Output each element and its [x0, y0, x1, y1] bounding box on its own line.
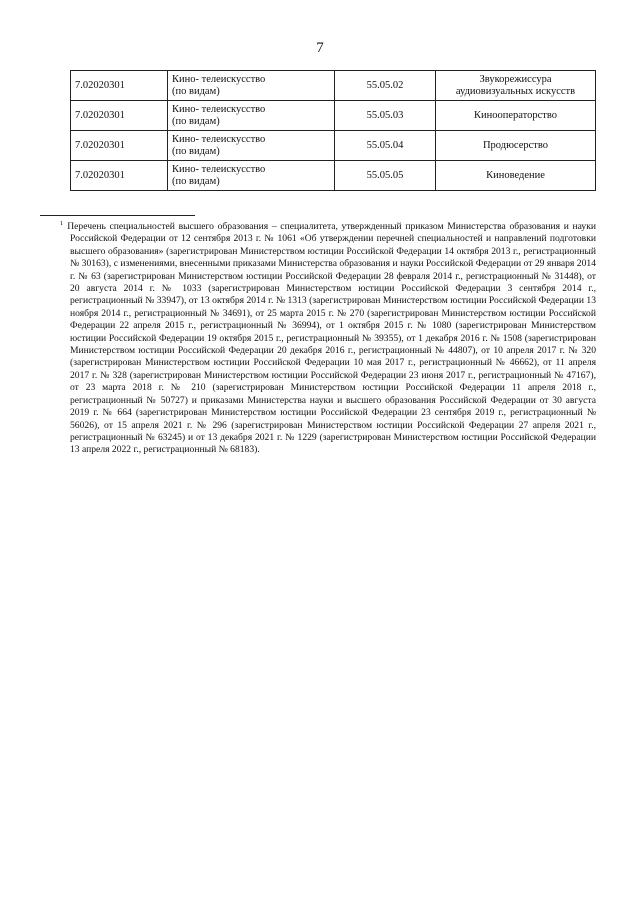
- qualification-code-cell: 7.02020301: [71, 161, 168, 191]
- specialty-name-cell: Киноведение: [436, 161, 596, 191]
- specialty-name-cell: Кинооператорство: [436, 101, 596, 131]
- specialty-code-cell: 55.05.05: [335, 161, 436, 191]
- table-row: [71, 101, 596, 131]
- footnote: [60, 219, 596, 457]
- qualification-name-cell: [168, 101, 335, 131]
- table-row: [71, 71, 596, 101]
- footnote-mark: 1: [60, 219, 64, 227]
- page-number: 7: [316, 40, 324, 56]
- name-line: Кино- телеискусство: [172, 133, 266, 145]
- name-line: (по видам): [172, 175, 220, 187]
- specialty-code-cell: 55.05.02: [335, 71, 436, 101]
- specialty-code-cell: 55.05.04: [335, 131, 436, 161]
- specialty-line: аудиовизуальных искусств: [455, 85, 576, 97]
- name-line: (по видам): [172, 145, 220, 157]
- qualification-code-cell: 7.02020301: [71, 101, 168, 131]
- qualification-code-cell: 7.02020301: [71, 71, 168, 101]
- table-row: [71, 131, 596, 161]
- qualification-code-cell: 7.02020301: [71, 131, 168, 161]
- name-line: Кино- телеискусство: [172, 163, 266, 175]
- name-line: (по видам): [172, 85, 220, 97]
- qualification-name-cell: [168, 71, 335, 101]
- qualification-name-cell: [168, 131, 335, 161]
- specialties-table: [70, 70, 596, 191]
- footnote-text: Перечень специальностей высшего образования – специалитета, утвержденный приказом Министерства образования и науки Российской Федерации от 12 сентября 2013 г. № 1061 «Об утверждении перечней специальностей и направлений подготовки высшего образования» (зарегистрирован Министерством юстиции Российской Федерации 14 октября 2013 г., регистрационный № 30163), с изменениями, внесенными приказами Министерства образования и науки Российской Федерации от 29 января 2014 г. № 63 (зарегистрирован Министерством юстиции Российской Федерации 28 февраля 2014 г., регистрационный № 31448), от 20 августа 2014 г. № 1033 (зарегистрирован Министерством юстиции Российской Федерации 3 сентября 2014 г., регистрационный № 33947), от 13 октября 2014 г. № 1313 (зарегистрирован Министерством юстиции Российской Федерации 13 ноября 2014 г., регистрационный № 34691), от 25 марта 2015 г. № 270 (зарегистрирован Министерством юстиции Российской Федерации 22 апреля 2015 г., регистрационный № 36994), от 1 октября 2015 г. № 1080 (зарегистрирован Министерством юстиции Российской Федерации 19 октября 2015 г., регистрационный № 39355), от 1 декабря 2016 г. № 1508 (зарегистрирован Министерством юстиции Российской Федерации 20 декабря 2016 г., регистрационный № 44807), от 10 апреля 2017 г. № 320 (зарегистрирован Министерством юстиции Российской Федерации 10 мая 2017 г., регистрационный № 46662), от 11 апреля 2017 г. № 328 (зарегистрирован Министерством юстиции Российской Федерации 23 июня 2017 г., регистрационный № 47167), от 23 марта 2018 г. № 210 (зарегистрирован Министерством юстиции Российской Федерации 11 апреля 2018 г., регистрационный № 50727) и приказами Министерства науки и высшего образования Российской Федерации от 30 августа 2019 г. № 664 (зарегистрирован Министерством юстиции Российской Федерации 23 сентября 2019 г., регистрационный № 56026), от 15 апреля 2021 г. № 296 (зарегистрирован Министерством юстиции Российской Федерации 27 апреля 2021 г., регистрационный № 63245) и от 13 декабря 2021 г. № 1229 (зарегистрирован Министерством юстиции Российской Федерации 13 апреля 2022 г., регистрационный № 68183).: [67, 221, 596, 456]
- footnote-separator: [40, 215, 195, 216]
- table-row: [71, 161, 596, 191]
- specialty-code-cell: 55.05.03: [335, 101, 436, 131]
- name-line: Кино- телеискусство: [172, 73, 266, 85]
- specialty-line: Звукорежиссура: [479, 73, 552, 85]
- name-line: (по видам): [172, 115, 220, 127]
- qualification-name-cell: [168, 161, 335, 191]
- specialty-name-cell: [436, 71, 596, 101]
- name-line: Кино- телеискусство: [172, 103, 266, 115]
- specialty-name-cell: Продюсерство: [436, 131, 596, 161]
